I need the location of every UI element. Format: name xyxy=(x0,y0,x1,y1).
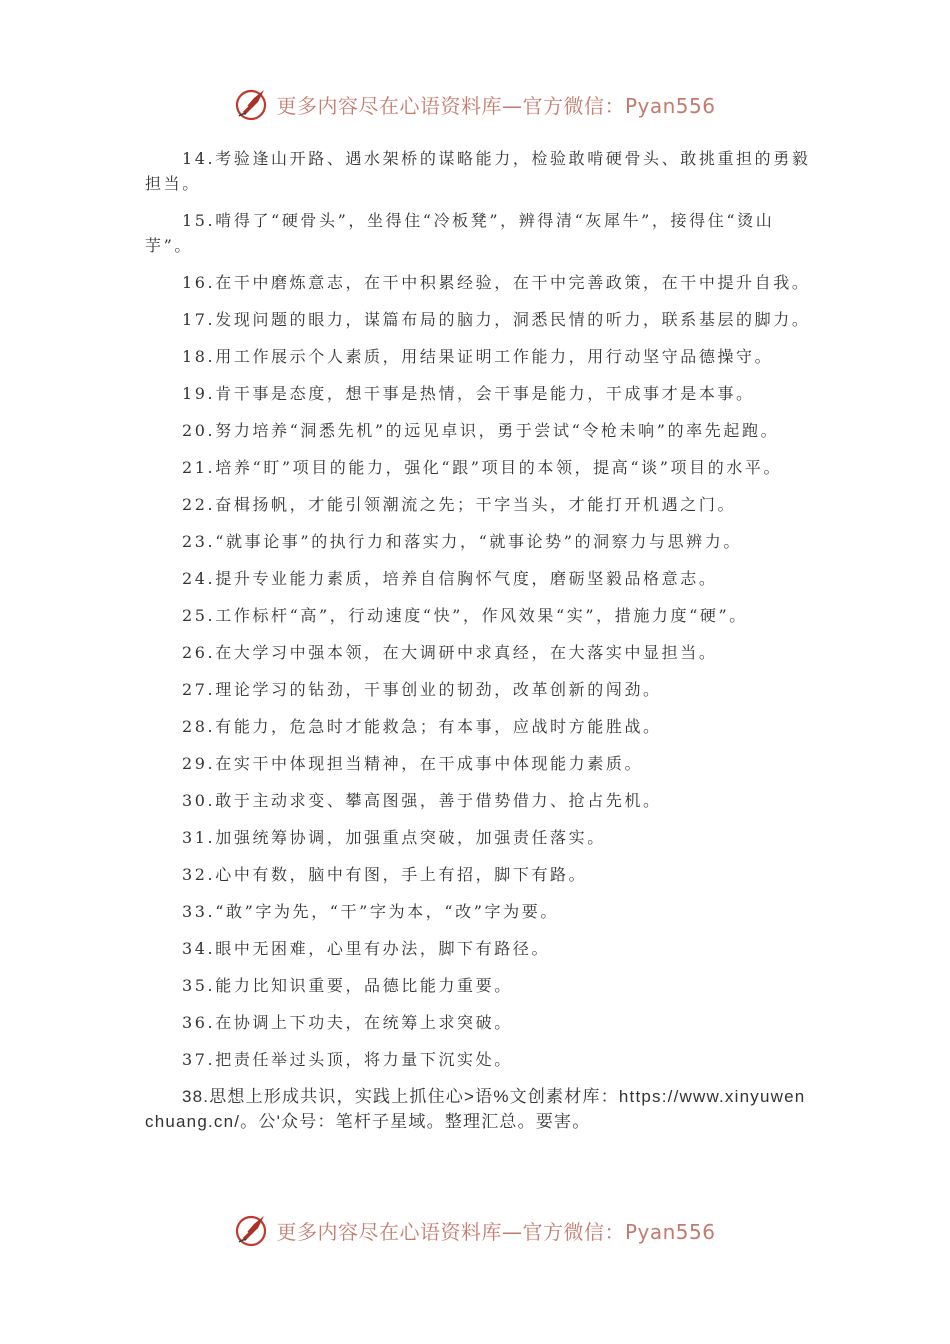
document-body xyxy=(145,146,813,1146)
quill-pen-logo-icon xyxy=(234,86,270,122)
footer-banner-text: 更多内容尽在心语资料库—官方微信：Pyan556 xyxy=(276,1219,716,1244)
list-item: 19.肯干事是态度，想干事是热情，会干事是能力，干成事才是本事。 xyxy=(182,384,755,403)
header-banner-text: 更多内容尽在心语资料库—官方微信：Pyan556 xyxy=(276,93,716,118)
list-item: 17.发现问题的眼力，谋篇布局的脑力，洞悉民情的听力，联系基层的脚力。 xyxy=(182,310,811,329)
list-item: 21.培养“盯”项目的能力，强化“跟”项目的本领，提高“谈”项目的水平。 xyxy=(182,458,783,477)
list-item: 16.在干中磨炼意志，在干中积累经验，在干中完善政策，在干中提升自我。 xyxy=(182,273,811,292)
list-item: 22.奋楫扬帆，才能引领潮流之先；干字当头，才能打开机遇之门。 xyxy=(182,495,737,514)
list-item: 24.提升专业能力素质，培养自信胸怀气度，磨砺坚毅品格意志。 xyxy=(182,569,718,588)
list-item: 18.用工作展示个人素质，用结果证明工作能力，用行动坚守品德操守。 xyxy=(182,347,774,366)
list-item: 31.加强统筹协调，加强重点突破，加强责任落实。 xyxy=(182,828,606,847)
list-item: 36.在协调上下功夫，在统筹上求突破。 xyxy=(182,1013,513,1032)
list-item: 27.理论学习的钻劲，干事创业的韧劲，改革创新的闯劲。 xyxy=(182,680,662,699)
list-item: 37.把责任举过头顶，将力量下沉实处。 xyxy=(182,1050,513,1069)
list-item: 23.“就事论事”的执行力和落实力，“就事论势”的洞察力与思辨力。 xyxy=(182,532,742,551)
list-item: 20.努力培养“洞悉先机”的远见卓识，勇于尝试“令枪未响”的率先起跑。 xyxy=(182,421,780,440)
list-item: 28.有能力，危急时才能救急；有本事，应战时方能胜战。 xyxy=(182,717,662,736)
quill-pen-logo-icon xyxy=(234,1212,270,1248)
list-item: 26.在大学习中强本领，在大调研中求真经，在大落实中显担当。 xyxy=(182,643,718,662)
list-item: 34.眼中无困难，心里有办法，脚下有路径。 xyxy=(182,939,551,958)
list-item-with-link: 38.思想上形成共识，实践上抓住心>语%文创素材库：https://www.xinyuwenchuang.cn/。公'众号：笔杆子星域。整理汇总。要害。 xyxy=(145,1087,806,1131)
list-item: 15.啃得了“硬骨头”，坐得住“冷板凳”，辨得清“灰犀牛”，接得住“烫山芋”。 xyxy=(145,211,775,255)
list-item: 25.工作标杆“高”，行动速度“快”，作风效果“实”，措施力度“硬”。 xyxy=(182,606,748,625)
list-item: 30.敢于主动求变、攀高图强，善于借势借力、抢占先机。 xyxy=(182,791,662,810)
list-item: 32.心中有数，脑中有图，手上有招，脚下有路。 xyxy=(182,865,588,884)
footer-banner xyxy=(0,1206,950,1254)
list-item: 14.考验逢山开路、遇水架桥的谋略能力，检验敢啃硬骨头、敢挑重担的勇毅担当。 xyxy=(145,149,811,193)
list-item: 33.“敢”字为先，“干”字为本，“改”字为要。 xyxy=(182,902,559,921)
list-item: 35.能力比知识重要，品德比能力重要。 xyxy=(182,976,513,995)
list-item: 29.在实干中体现担当精神，在干成事中体现能力素质。 xyxy=(182,754,644,773)
header-banner xyxy=(0,80,950,128)
